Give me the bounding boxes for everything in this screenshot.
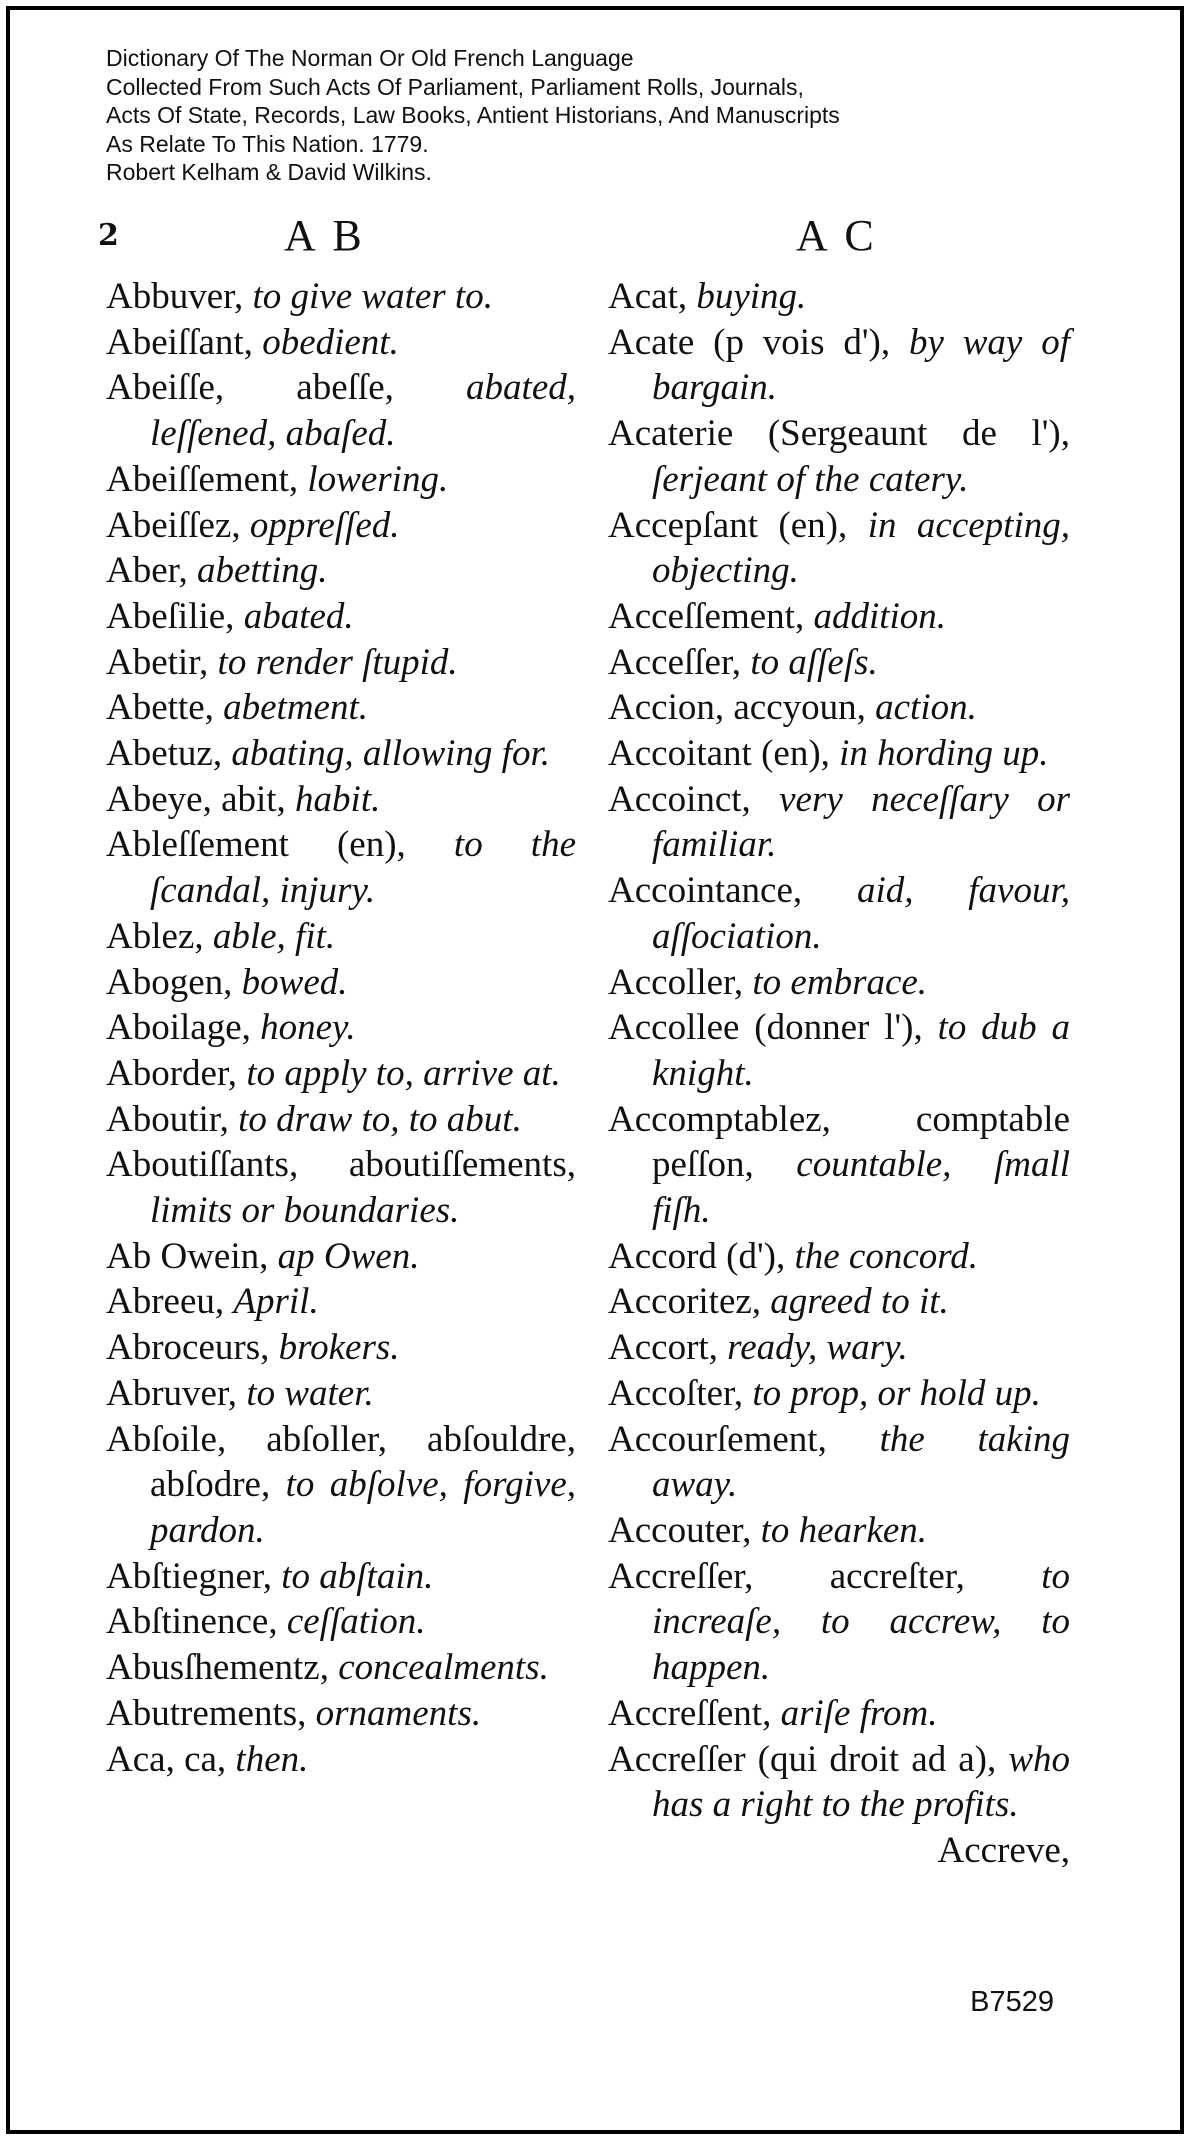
entry-gloss: to render ſtupid.	[217, 641, 458, 683]
entry-gloss: in accepting, objecting.	[652, 504, 1070, 592]
entry-headword: Abeſilie,	[106, 595, 235, 637]
entry-headword: Abreeu,	[106, 1281, 225, 1323]
dictionary-entry	[106, 960, 576, 1006]
entry-headword: Accollee (donner l'),	[608, 1007, 923, 1049]
dictionary-entry	[106, 503, 576, 549]
entry-headword: Acat,	[608, 276, 688, 317]
header-line: Acts Of State, Records, Law Books, Antient Historians, And Manuscripts	[106, 102, 840, 128]
entry-headword: Abusſhementz,	[106, 1647, 329, 1689]
entry-gloss: to embrace.	[752, 961, 928, 1003]
dictionary-entry	[106, 1691, 576, 1737]
entry-gloss: ornaments.	[315, 1692, 482, 1734]
header-line: Dictionary Of The Norman Or Old French Language	[106, 45, 634, 71]
entry-headword: Abutrements,	[106, 1692, 307, 1734]
dictionary-entry	[608, 1097, 1070, 1234]
entry-headword: Accord (d'),	[608, 1235, 786, 1277]
dictionary-entry	[106, 1325, 576, 1371]
dictionary-entry	[608, 1737, 1070, 1828]
dictionary-entry	[106, 685, 576, 731]
entry-gloss: to aſſeſs.	[750, 641, 878, 683]
dictionary-entry	[608, 594, 1070, 640]
entry-gloss: ſerjeant of the catery.	[652, 458, 969, 500]
entry-headword: Ableſſement (en),	[106, 824, 406, 866]
entry-headword: Abeiſſe, abeſſe,	[106, 367, 394, 409]
entry-headword: Abbuver,	[106, 276, 244, 317]
entry-gloss: April.	[233, 1281, 319, 1323]
entry-headword: Abeiſſant,	[106, 321, 253, 363]
document-code: B7529	[970, 1986, 1054, 2018]
dictionary-entry	[106, 274, 576, 320]
dictionary-entry	[608, 1691, 1070, 1737]
entry-headword: Accion, accyoun,	[608, 687, 866, 729]
entry-headword: Accouter,	[608, 1509, 752, 1551]
entry-gloss: ap Owen.	[277, 1235, 420, 1277]
dictionary-entry	[608, 777, 1070, 868]
dictionary-entry	[106, 1737, 576, 1783]
dictionary-entry	[608, 640, 1070, 686]
entry-headword: Acaterie (Sergeaunt de l'),	[608, 413, 1070, 455]
entry-gloss: very neceſſary or familiar.	[652, 778, 1070, 866]
entry-gloss: agreed to it.	[770, 1281, 949, 1323]
entry-gloss: the taking away.	[652, 1418, 1071, 1506]
right-column	[608, 274, 1070, 1874]
entry-gloss: to give water to.	[252, 276, 493, 317]
entry-headword: Abruver,	[106, 1372, 238, 1414]
catchword: Accreve,	[937, 1829, 1070, 1871]
dictionary-entry	[608, 411, 1070, 502]
entry-gloss: abated.	[243, 595, 354, 637]
entry-headword: Aboutiſſants, aboutiſſements,	[106, 1144, 576, 1186]
entry-gloss: to draw to, to abut.	[238, 1098, 522, 1140]
dictionary-entry	[106, 822, 576, 913]
dictionary-entry	[106, 1645, 576, 1691]
left-column	[106, 274, 576, 1782]
dictionary-entry	[608, 503, 1070, 594]
entry-gloss: habit.	[295, 778, 381, 820]
dictionary-entry	[608, 320, 1070, 411]
entry-gloss: lowering.	[307, 458, 449, 500]
entry-headword: Abeiſſement,	[106, 458, 299, 500]
entry-gloss: oppreſſed.	[249, 504, 400, 546]
entry-gloss: to dub a knight.	[652, 1007, 1071, 1094]
page-number: 2	[98, 218, 119, 253]
entry-gloss: brokers.	[278, 1327, 400, 1369]
entry-headword: Aboutir,	[106, 1098, 229, 1140]
entry-gloss: abating, allowing for.	[231, 733, 551, 775]
entry-gloss: buying.	[696, 276, 807, 317]
entry-gloss: by way of bargain.	[652, 321, 1070, 409]
dictionary-entry	[106, 1554, 576, 1600]
entry-headword: Accreſſer (qui droit ad a),	[608, 1738, 997, 1780]
entry-headword: Acate (p vois d'),	[608, 321, 891, 363]
dictionary-entry	[106, 640, 576, 686]
entry-headword: Aber,	[106, 550, 188, 592]
dictionary-entry	[106, 1142, 576, 1233]
entry-headword: Abſtiegner,	[106, 1555, 272, 1597]
entry-headword: Aca, ca,	[106, 1738, 227, 1780]
entry-headword: Acceſſement,	[608, 595, 805, 637]
entry-gloss: abated, leſſened, abaſed.	[150, 367, 576, 455]
dictionary-entry	[608, 274, 1070, 320]
dictionary-entry	[106, 365, 576, 456]
entry-gloss: to the ſcandal, injury.	[150, 824, 577, 912]
entry-headword: Accepſant (en),	[608, 504, 848, 546]
dictionary-entry	[608, 1325, 1070, 1371]
dictionary-entry	[106, 1417, 576, 1554]
entry-gloss: to increaſe, to accrew, to happen.	[652, 1555, 1070, 1689]
entry-gloss: to apply to, arrive at.	[246, 1052, 561, 1094]
left-column-heading: A B	[284, 211, 366, 260]
entry-gloss: to prop, or hold up.	[752, 1372, 1041, 1414]
dictionary-entry	[106, 1371, 576, 1417]
entry-headword: Abeye, abit,	[106, 778, 286, 820]
header-line: As Relate To This Nation. 1779.	[106, 130, 429, 157]
dictionary-entry	[608, 868, 1070, 959]
dictionary-entry	[608, 1371, 1070, 1417]
entry-headword: Accoſter,	[608, 1372, 744, 1414]
entry-gloss: abetment.	[223, 687, 368, 729]
entry-gloss: obedient.	[262, 321, 399, 363]
entry-headword: Abogen,	[106, 961, 233, 1003]
entry-headword: Abroceurs,	[106, 1327, 270, 1369]
dictionary-entry	[106, 1234, 576, 1280]
entry-headword: Abetir,	[106, 641, 209, 683]
entry-headword: Accoritez,	[608, 1281, 762, 1323]
entry-gloss: honey.	[260, 1007, 356, 1049]
dictionary-entry	[608, 1234, 1070, 1280]
entry-headword: Abſtinence,	[106, 1601, 278, 1643]
entry-gloss: to hearken.	[760, 1509, 928, 1551]
entry-gloss: to abſtain.	[281, 1555, 434, 1597]
entry-gloss: then.	[235, 1738, 309, 1780]
entry-headword: Abetuz,	[106, 733, 223, 775]
dictionary-entry	[106, 777, 576, 823]
entry-gloss: bowed.	[241, 961, 348, 1003]
entry-headword: Accourſement,	[608, 1418, 827, 1460]
entry-headword: Accomptablez, comptable peſſon,	[608, 1098, 1070, 1186]
dictionary-entry	[608, 1417, 1070, 1508]
entry-headword: Accointance,	[608, 870, 803, 912]
right-column-heading: A C	[796, 211, 878, 260]
dictionary-entry	[608, 731, 1070, 777]
entry-headword: Abette,	[106, 687, 214, 729]
dictionary-entry	[106, 594, 576, 640]
entry-headword: Acceſſer,	[608, 641, 742, 683]
entry-gloss: concealments.	[338, 1647, 549, 1689]
entry-headword: Accreſſent,	[608, 1692, 772, 1734]
entry-headword: Abeiſſez,	[106, 504, 241, 546]
entry-gloss: addition.	[813, 595, 947, 637]
entry-gloss: to abſolve, forgive, pardon.	[150, 1464, 576, 1551]
entry-headword: Abſoile, abſoller, abſouldre, abſodre,	[106, 1418, 576, 1506]
dictionary-entry	[106, 731, 576, 777]
entry-headword: Accoitant (en),	[608, 733, 830, 775]
dictionary-entry	[106, 914, 576, 960]
entry-gloss: ceſſation.	[286, 1601, 426, 1643]
entry-headword: Accoinct,	[608, 778, 751, 820]
dictionary-entry	[106, 548, 576, 594]
dictionary-entry	[608, 685, 1070, 731]
entry-gloss: the concord.	[794, 1235, 979, 1277]
entry-headword: Accort,	[608, 1327, 718, 1369]
dictionary-entry	[608, 1554, 1070, 1691]
entry-gloss: aid, favour, aſſociation.	[652, 870, 1070, 957]
dictionary-entry	[106, 1005, 576, 1051]
entry-headword: Accoller,	[608, 961, 744, 1003]
entry-gloss: abetting.	[196, 550, 328, 592]
dictionary-entry	[106, 1279, 576, 1325]
entry-headword: Ablez,	[106, 915, 204, 957]
entry-headword: Accreſſer, accreſter,	[608, 1555, 965, 1597]
entry-gloss: ariſe from.	[780, 1692, 938, 1734]
entry-gloss: countable, ſmall fiſh.	[652, 1144, 1071, 1232]
entry-gloss: ready, wary.	[727, 1327, 908, 1369]
entry-gloss: who has a right to the profits.	[652, 1738, 1070, 1826]
entry-headword: Aboilage,	[106, 1007, 251, 1049]
entry-gloss: to water.	[246, 1372, 374, 1414]
dictionary-entry	[608, 1508, 1070, 1554]
entry-headword: Aborder,	[106, 1052, 238, 1094]
entry-headword: Ab Owein,	[106, 1235, 269, 1277]
dictionary-entry	[608, 1279, 1070, 1325]
dictionary-entry	[106, 1599, 576, 1645]
entry-gloss: limits or boundaries.	[150, 1190, 460, 1232]
dictionary-entry	[608, 1005, 1070, 1096]
entry-gloss: able, fit.	[212, 915, 336, 957]
header-line: Collected From Such Acts Of Parliament, Parliament Rolls, Journals,	[106, 73, 804, 100]
dictionary-entry	[106, 1097, 576, 1143]
dictionary-entry	[106, 1051, 576, 1097]
header-line: Robert Kelham & David Wilkins.	[106, 159, 432, 185]
dictionary-entry	[608, 960, 1070, 1006]
header-block	[106, 44, 840, 187]
entry-gloss: in hording up.	[839, 733, 1049, 775]
entry-gloss: action.	[875, 687, 977, 729]
dictionary-entry	[106, 457, 576, 503]
dictionary-entry	[106, 320, 576, 366]
